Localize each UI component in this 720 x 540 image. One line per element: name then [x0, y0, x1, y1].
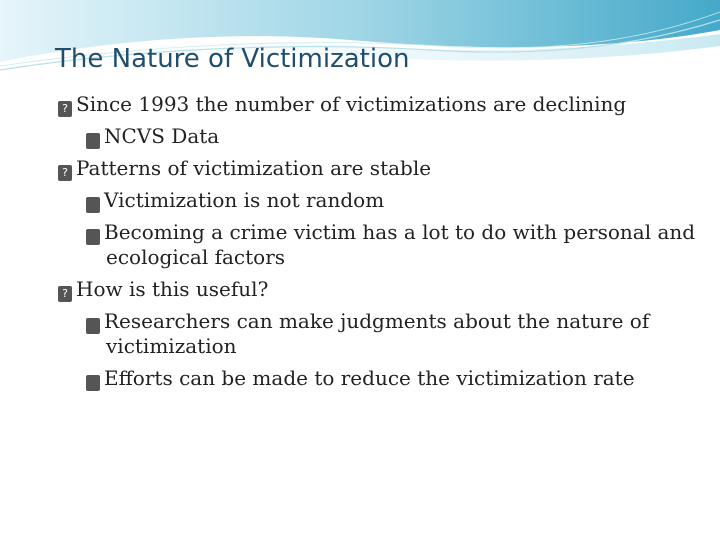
bullet-text: Researchers can make judgments about the nature of victimization: [104, 309, 650, 358]
sub-bullet-item: [80, 220, 698, 270]
slide-title: The Nature of Victimization: [55, 44, 410, 74]
bullet-text: Becoming a crime victim has a lot to do with personal and ecological factors: [104, 220, 696, 269]
bullet-marker-icon: ?: [58, 165, 72, 181]
bullet-marker-icon: ?: [86, 318, 100, 334]
bullet-text: Efforts can be made to reduce the victimization rate: [104, 366, 635, 390]
sub-bullet-item: [80, 366, 698, 391]
bullet-text: NCVS Data: [104, 124, 220, 148]
bullet-text: Since 1993 the number of victimizations are declining: [76, 92, 627, 116]
bullet-marker-icon: ?: [58, 101, 72, 117]
bullet-text: How is this useful?: [76, 277, 269, 301]
sub-bullet-item: [80, 188, 698, 213]
bullet-marker-icon: ?: [58, 286, 72, 302]
bullet-marker-icon: ?: [86, 197, 100, 213]
bullet-list: [58, 92, 698, 391]
bullet-text: Victimization is not random: [104, 188, 385, 212]
bullet-item: [58, 156, 698, 181]
bullet-marker-icon: ?: [86, 375, 100, 391]
bullet-marker-icon: ?: [86, 229, 100, 245]
sub-bullet-item: [80, 309, 698, 359]
bullet-item: [58, 92, 698, 117]
bullet-text: Patterns of victimization are stable: [76, 156, 432, 180]
bullet-marker-icon: ?: [86, 133, 100, 149]
sub-bullet-item: [80, 124, 698, 149]
bullet-item: [58, 277, 698, 302]
